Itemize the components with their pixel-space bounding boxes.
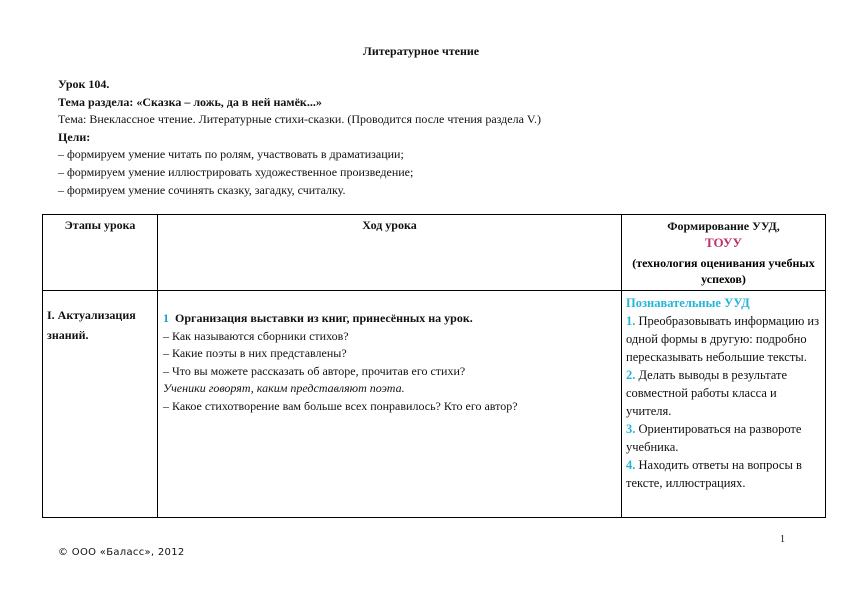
course-cell	[158, 291, 622, 518]
course-heading-text: Организация выставки из книг, принесённых на урок.	[175, 311, 473, 325]
goal-item: – формируем умение сочинять сказку, загадку, считалку.	[58, 182, 346, 197]
uud-item	[626, 312, 821, 366]
uud-category: Познавательные УУД	[626, 296, 750, 310]
course-line: – Что вы можете рассказать об авторе, прочитав его стихи?	[163, 363, 466, 378]
uud-item-number: 1.	[626, 314, 636, 328]
uud-item-number: 2.	[626, 368, 636, 382]
header-uud-label: Формирование УУД,	[667, 219, 780, 233]
uud-item-number: 3.	[626, 422, 636, 436]
uud-item-text: Преобразовывать информацию из одной формы в другую: подробно пересказывать небольшие тексты.	[626, 314, 820, 364]
uud-item-text: Ориентироваться на развороте учебника.	[626, 422, 802, 454]
lesson-number: Урок 104.	[58, 77, 110, 91]
copyright-footer: © ООО «Баласс», 2012	[58, 547, 185, 558]
header-uud	[622, 215, 826, 291]
goals-label: Цели:	[58, 129, 91, 144]
uud-item	[626, 456, 821, 492]
course-line: – Какое стихотворение вам больше всех понравилось? Кто его автор?	[163, 398, 518, 413]
course-line: – Как называются сборники стихов?	[163, 328, 349, 343]
course-line: – Какие поэты в них представлены?	[163, 346, 347, 361]
header-tech: (технология оценивания учебных успехов)	[632, 256, 815, 286]
topic-text: Тема: Внеклассное чтение. Литературные стихи-сказки. (Проводится после чтения раздела V.)	[58, 112, 542, 127]
uud-cell	[622, 291, 826, 518]
course-heading	[163, 310, 616, 328]
header-course: Ход урока	[158, 215, 622, 291]
course-italic-note: Ученики говорят, каким представляют поэта.	[163, 381, 405, 396]
uud-item	[626, 420, 821, 456]
document-title: Литературное чтение	[362, 44, 480, 58]
course-step-number: 1	[163, 311, 169, 325]
header-stage: Этапы урока	[43, 215, 158, 291]
topic-line	[58, 111, 818, 129]
section-title: Тема раздела: «Сказка – ложь, да в ней намёк...»	[58, 94, 322, 109]
lesson-table	[42, 214, 826, 518]
stage-cell: I. Актуализация знаний.	[43, 291, 158, 518]
uud-item-text: Делать выводы в результате совместной работы класса и учителя.	[626, 368, 788, 418]
header-touu: ТОУУ	[705, 235, 742, 250]
page-number: 1	[780, 534, 785, 545]
lesson-intro	[58, 76, 818, 199]
uud-item-text: Находить ответы на вопросы в тексте, иллюстрациях.	[626, 458, 802, 490]
uud-item	[626, 366, 821, 420]
table-header-row	[43, 215, 826, 291]
uud-item-number: 4.	[626, 458, 636, 472]
goal-item: – формируем умение иллюстрировать художественное произведение;	[58, 164, 414, 179]
goal-item: – формируем умение читать по ролям, участвовать в драматизации;	[58, 147, 404, 162]
table-row	[43, 291, 826, 518]
